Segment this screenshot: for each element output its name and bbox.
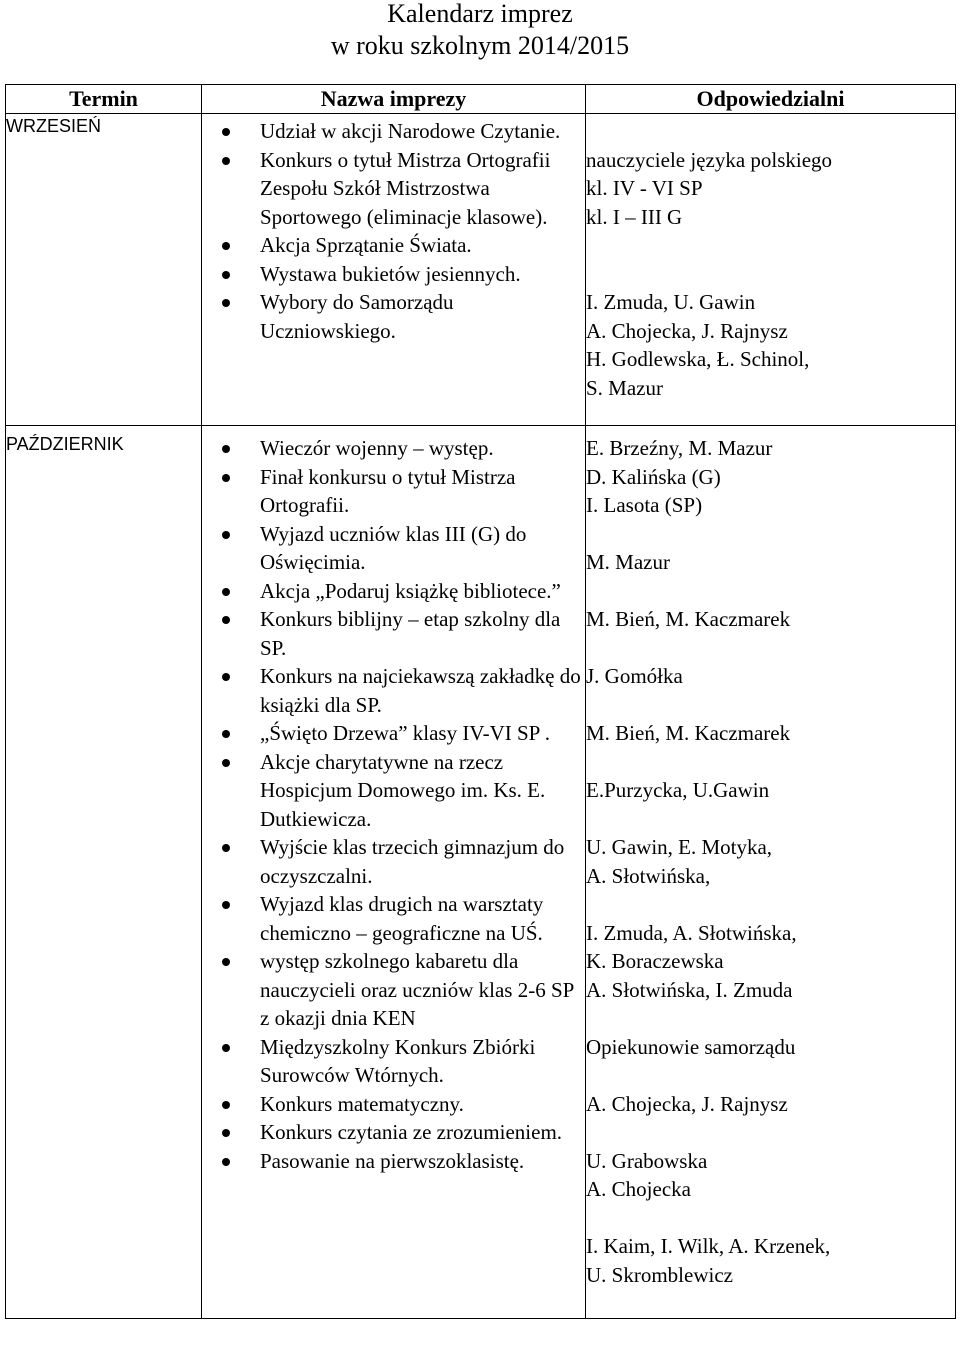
column-header-event-name: Nazwa imprezy [202,85,586,114]
responsible-person [586,520,955,549]
title-line-1: Kalendarz imprez [387,0,573,28]
responsible-person: E. Brzeźny, M. Mazur [586,436,773,460]
responsible-person: A. Słotwińska, [586,863,711,888]
event-list [202,114,585,345]
event-name: Wyjazd klas drugich na warsztaty chemiczno – geograficzne na UŚ. [260,892,544,945]
bullet-icon [222,531,230,539]
responsible-person: I. Zmuda, U. Gawin [586,290,756,314]
event-list-item [260,231,585,260]
responsible-person: kl. IV - VI SP [586,176,703,200]
event-name: Akcje charytatywne na rzecz Hospicjum Domowego im. Ks. E. Dutkiewicza. [260,749,546,831]
title-line-2: w roku szkolnym 2014/2015 [330,31,630,60]
responsible-person [586,1004,955,1033]
event-list-item [260,288,585,345]
event-name: występ szkolnego kabaretu dla nauczycieli oraz uczniów klas 2-6 SP z okazji dnia KEN [260,949,574,1030]
bullet-icon [222,759,230,767]
event-name: Konkurs biblijny – etap szkolny dla SP. [260,607,561,660]
table-row [6,114,956,426]
responsible-person: A. Chojecka, J. Rajnysz [586,318,788,343]
responsible-person: M. Mazur [586,550,670,574]
responsible-person: nauczyciele języka polskiego [586,147,833,172]
bullet-icon [222,1158,230,1166]
cell-event-names [202,114,586,426]
event-list-item [260,1090,585,1119]
responsible-person [586,634,955,663]
responsible-person [586,1204,955,1233]
event-list [202,426,585,1175]
bullet-icon [222,844,230,852]
document-title [0,0,960,62]
responsible-person: J. Gomółka [586,664,683,688]
responsible-person: A. Słotwińska, I. Zmuda [586,977,793,1002]
column-header-term: Termin [6,85,202,114]
event-name: „Święto Drzewa” klasy IV-VI SP . [260,721,551,745]
event-list-item [260,260,585,289]
event-list-item [260,1033,585,1090]
responsible-person: I. Kaim, I. Wilk, A. Krzenek, [586,1234,831,1258]
event-list-item [260,146,585,232]
responsible-person: H. Godlewska, Ł. Schinol, [586,347,810,371]
responsible-person [586,1061,955,1090]
responsible-person [586,805,955,834]
event-name: Akcja „Podaruj książkę bibliotece.” [260,578,561,603]
bullet-icon [222,157,230,165]
bullet-icon [222,271,230,279]
event-list-item [260,748,585,834]
event-name: Konkurs o tytuł Mistrza Ortografii Zespołu Szkół Mistrzostwa Sportowego (eliminacje klasowe). [260,147,551,229]
bullet-icon [222,673,230,681]
bullet-icon [222,445,230,453]
responsible-person: U. Gawin, E. Motyka, [586,835,773,859]
responsible-person [586,748,955,777]
responsible-person: I. Zmuda, A. Słotwińska, [586,920,797,945]
event-list-item [260,1147,585,1176]
event-name: Wyjście klas trzecich gimnazjum do oczyszczalni. [260,835,565,888]
responsible-person: kl. I – III G [586,204,683,229]
event-name: Międzyszkolny Konkurs Zbiórki Surowców Wtórnych. [260,1034,536,1087]
event-name: Wybory do Samorządu Uczniowskiego. [260,290,454,343]
event-list-item [260,719,585,748]
event-list-item [260,117,585,146]
responsible-person [586,890,955,919]
bullet-icon [222,1101,230,1109]
table-header-row [6,85,956,114]
responsible-person: K. Boraczewska [586,949,724,973]
cell-term: WRZESIEŃ [6,114,202,426]
event-list-item [260,1118,585,1147]
event-name: Udział w akcji Narodowe Czytanie. [260,119,561,143]
bullet-icon [222,588,230,596]
responsible-person: M. Bień, M. Kaczmarek [586,607,791,631]
event-name: Konkurs czytania ze zrozumieniem. [260,1120,563,1144]
bullet-icon [222,242,230,250]
event-list-item [260,520,585,577]
table-row [6,426,956,1319]
responsible-person: I. Lasota (SP) [586,493,703,517]
event-name: Wystawa bukietów jesiennych. [260,261,521,286]
responsible-person: S. Mazur [586,375,663,400]
event-name: Wieczór wojenny – występ. [260,436,494,460]
responsible-person [586,117,955,146]
event-list-item [260,463,585,520]
responsible-person: U. Grabowska [586,1148,708,1173]
event-list-item [260,947,585,1033]
bullet-icon [222,474,230,482]
responsible-person: A. Chojecka, J. Rajnysz [586,1091,788,1116]
responsible-person [586,260,955,289]
bullet-icon [222,1129,230,1137]
event-list-item [260,605,585,662]
bullet-icon [222,901,230,909]
bullet-icon [222,128,230,136]
responsible-person [586,1118,955,1147]
event-name: Pasowanie na pierwszoklasistę. [260,1148,525,1173]
event-list-item [260,434,585,463]
event-list-item [260,577,585,606]
cell-term: PAŹDZIERNIK [6,426,202,1319]
bullet-icon [222,730,230,738]
bullet-icon [222,958,230,966]
cell-responsible [586,114,956,426]
event-list-item [260,662,585,719]
event-name: Konkurs na najciekawszą zakładkę do książki dla SP. [260,664,581,717]
responsible-person [586,691,955,720]
event-name: Wyjazd uczniów klas III (G) do Oświęcimia. [260,521,527,574]
responsible-person: U. Skromblewicz [586,1262,733,1287]
bullet-icon [222,299,230,307]
responsible-person [586,577,955,606]
column-header-responsible: Odpowiedzialni [586,85,956,114]
events-calendar-table [5,84,956,1319]
event-list-item [260,833,585,890]
responsible-person: A. Chojecka [586,1177,691,1201]
responsible-person [586,231,955,260]
bullet-icon [222,616,230,624]
event-name: Akcja Sprzątanie Świata. [260,233,472,257]
responsible-person: Opiekunowie samorządu [586,1034,796,1059]
responsible-person: D. Kalińska (G) [586,464,721,489]
event-name: Konkurs matematyczny. [260,1091,464,1116]
cell-responsible [586,426,956,1319]
event-list-item [260,890,585,947]
bullet-icon [222,1044,230,1052]
cell-event-names [202,426,586,1319]
event-name: Finał konkursu o tytuł Mistrza Ortografii. [260,464,516,517]
responsible-person: M. Bień, M. Kaczmarek [586,721,791,745]
responsible-person: E.Purzycka, U.Gawin [586,778,770,802]
